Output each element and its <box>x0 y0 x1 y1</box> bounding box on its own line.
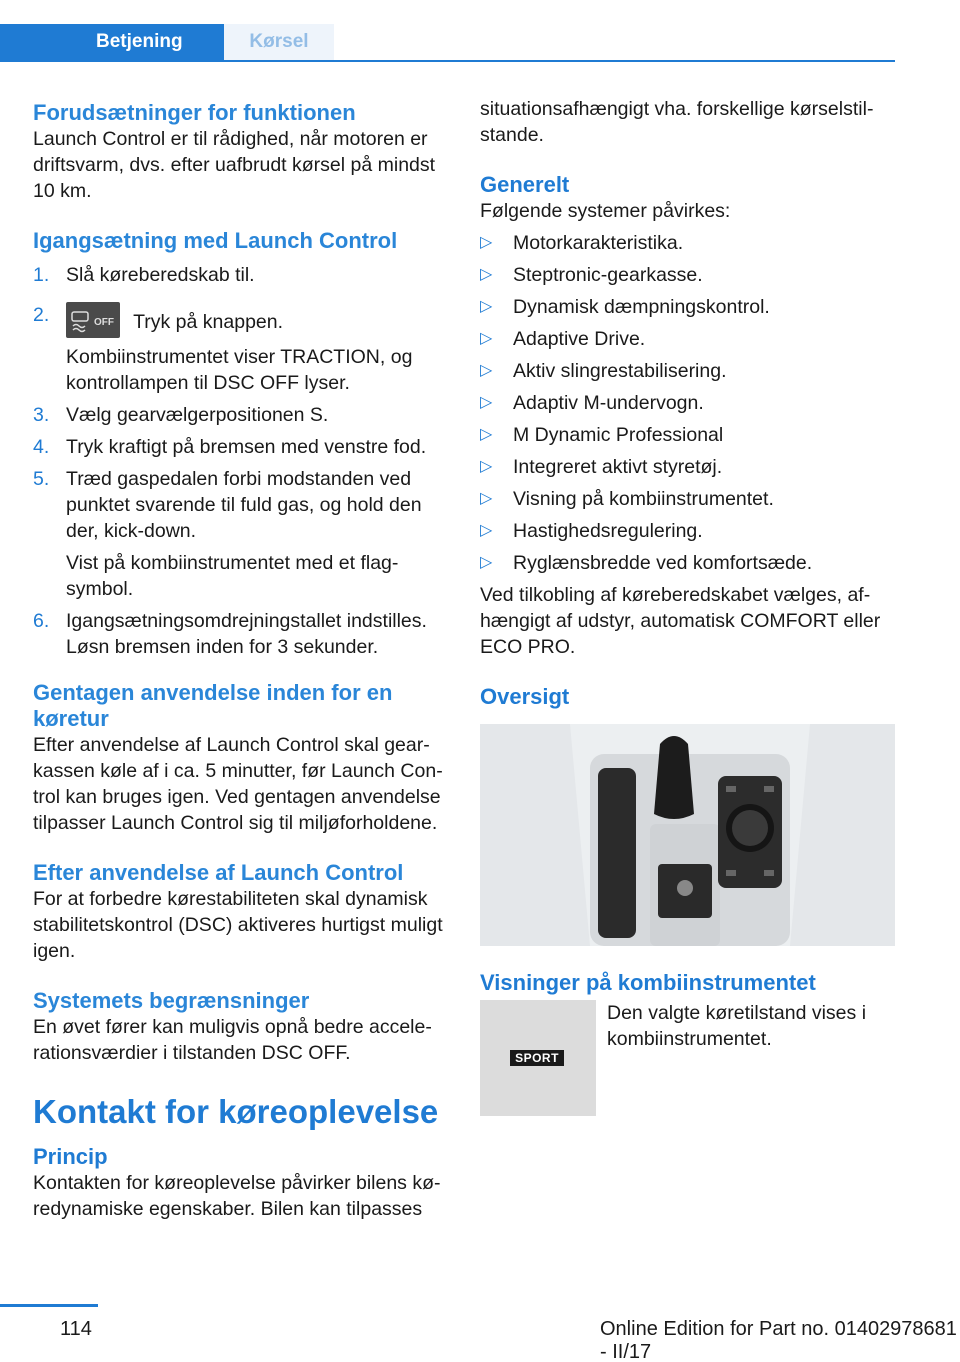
section-text-general: Følgende systemer påvirkes: <box>480 200 731 222</box>
step-number: 3. <box>33 404 50 426</box>
section-text-principle: Kontakten for køreoplevelse påvirker bilens køredynamiske egenskaber. Bilen kan tilpasses <box>33 1172 441 1220</box>
triangle-bullet-icon: ▷ <box>480 522 493 539</box>
instrument-display-image <box>480 1000 596 1116</box>
step-text: Igangsætningsomdrejningstallet indstilles. Løsn bremsen inden for 3 sekunder. <box>66 610 427 658</box>
continued-text: situationsafhængigt vha. forskellige kørselstilstande. <box>480 98 874 146</box>
step-text: Træd gaspedalen forbi modstanden ved punktet svarende til fuld gas, og hold den der, kick-down. <box>66 468 422 542</box>
list-item: ▷ Hastighedsregulering. <box>480 520 703 542</box>
affected-systems-list <box>480 230 895 582</box>
display-section <box>480 1000 895 1120</box>
launch-steps <box>33 262 453 660</box>
step-item <box>33 302 453 396</box>
chapter-title: Kontakt for køreoplevelse <box>33 1093 439 1130</box>
step-number: 5. <box>33 468 50 490</box>
list-item: ▷ Steptronic-gearkasse. <box>480 264 703 286</box>
section-text-repeat: Efter anvendelse af Launch Control skal gearkassen køle af i ca. 5 minutter, før Launch Control kan bruges igen. Ved gentagen anvendelse tilpasser Launch Control sig til miljøforholdene. <box>33 734 443 834</box>
step-text: Tryk kraftigt på bremsen med venstre fod. <box>66 436 427 458</box>
section-title-overview: Oversigt <box>480 684 570 709</box>
center-console-photo <box>480 724 895 946</box>
triangle-bullet-icon: ▷ <box>480 234 493 251</box>
triangle-bullet-icon: ▷ <box>480 330 493 347</box>
tab-korsel[interactable]: Kørsel <box>224 24 334 60</box>
edition-note: Online Edition for Part no. 01402978681 - II/17 <box>600 1318 957 1362</box>
section-text-after: For at forbedre kørestabiliteten skal dynamisk stabilitetskontrol (DSC) aktiveres hurtigst muligt igen. <box>33 888 443 962</box>
step-text-with-icon <box>66 302 453 338</box>
tab-betjening[interactable]: Betjening <box>0 24 224 60</box>
section-text-limits: En øvet fører kan muligvis opnå bedre accelerationsværdier i tilstanden DSC OFF. <box>33 1016 432 1064</box>
list-item: ▷ Adaptiv M-undervogn. <box>480 392 704 414</box>
page-number-rule <box>0 1304 98 1307</box>
triangle-bullet-icon: ▷ <box>480 490 493 507</box>
step-number: 6. <box>33 610 50 632</box>
triangle-bullet-icon: ▷ <box>480 554 493 571</box>
step-text: Vælg gearvælgerpositionen S. <box>66 404 329 426</box>
step-item <box>33 262 453 288</box>
svg-text:OFF: OFF <box>94 317 114 328</box>
step-extra: Kombiinstrumentet viser TRACTION, og kontrollampen til DSC OFF lyser. <box>66 346 413 394</box>
header-tabs <box>0 24 895 62</box>
right-column <box>480 96 895 1120</box>
dsc-off-icon <box>66 302 120 338</box>
list-item: ▷ Motorkarakteristika. <box>480 232 684 254</box>
section-text-prerequisites: Launch Control er til rådighed, når motoren er driftsvarm, dvs. efter uafbrudt kørsel på mindst 10 km. <box>33 128 436 202</box>
page-number: 114 <box>60 1318 92 1340</box>
section-title-prerequisites: Forudsætninger for funktionen <box>33 100 356 125</box>
section-title-displays: Visninger på kombiinstrumentet <box>480 970 816 995</box>
sport-mode-badge: SPORT <box>510 1050 564 1066</box>
list-item: ▷ M Dynamic Professional <box>480 424 724 446</box>
list-item: ▷ Adaptive Drive. <box>480 328 646 350</box>
triangle-bullet-icon: ▷ <box>480 426 493 443</box>
triangle-bullet-icon: ▷ <box>480 394 493 411</box>
step-item <box>33 402 453 428</box>
step-text: Slå kørеberedskab til. <box>66 264 255 286</box>
after-list-text: Ved tilkobling af kørеberedskabet vælges, afhængigt af udstyr, automatisk COMFORT eller ECO PRO. <box>480 584 881 658</box>
section-title-repeat: Gentagen anvendelse inden for en køretur <box>33 680 393 731</box>
triangle-bullet-icon: ▷ <box>480 362 493 379</box>
list-item: ▷ Dynamisk dæmpningskontrol. <box>480 296 770 318</box>
step-number: 2. <box>33 304 50 326</box>
section-title-general: Generelt <box>480 172 570 197</box>
step-item <box>33 466 453 602</box>
section-title-launch: Igangsætning med Launch Control <box>33 228 398 253</box>
list-item: ▷ Integreret aktivt styretøj. <box>480 456 723 478</box>
section-text-displays: Den valgte køretilstand vises i kombiinstrumentet. <box>607 1002 867 1050</box>
list-item: ▷ Ryglænsbredde ved komfortsæde. <box>480 552 813 574</box>
step-extra: Vist på kombiinstrumentet med et flagsymbol. <box>66 552 399 600</box>
step-item <box>33 608 453 660</box>
triangle-bullet-icon: ▷ <box>480 298 493 315</box>
triangle-bullet-icon: ▷ <box>480 266 493 283</box>
list-item: ▷ Visning på kombiinstrumentet. <box>480 488 774 510</box>
section-title-principle: Princip <box>33 1144 108 1169</box>
step-number: 4. <box>33 436 50 458</box>
step-text: Tryk på knappen. <box>133 311 284 333</box>
step-number: 1. <box>33 264 50 286</box>
step-item <box>33 434 453 460</box>
triangle-bullet-icon: ▷ <box>480 458 493 475</box>
section-title-limits: Systemets begrænsninger <box>33 988 310 1013</box>
list-item: ▷ Aktiv slingrestabilisering. <box>480 360 727 382</box>
left-column <box>33 96 453 1222</box>
section-title-after: Efter anvendelse af Launch Control <box>33 860 404 885</box>
